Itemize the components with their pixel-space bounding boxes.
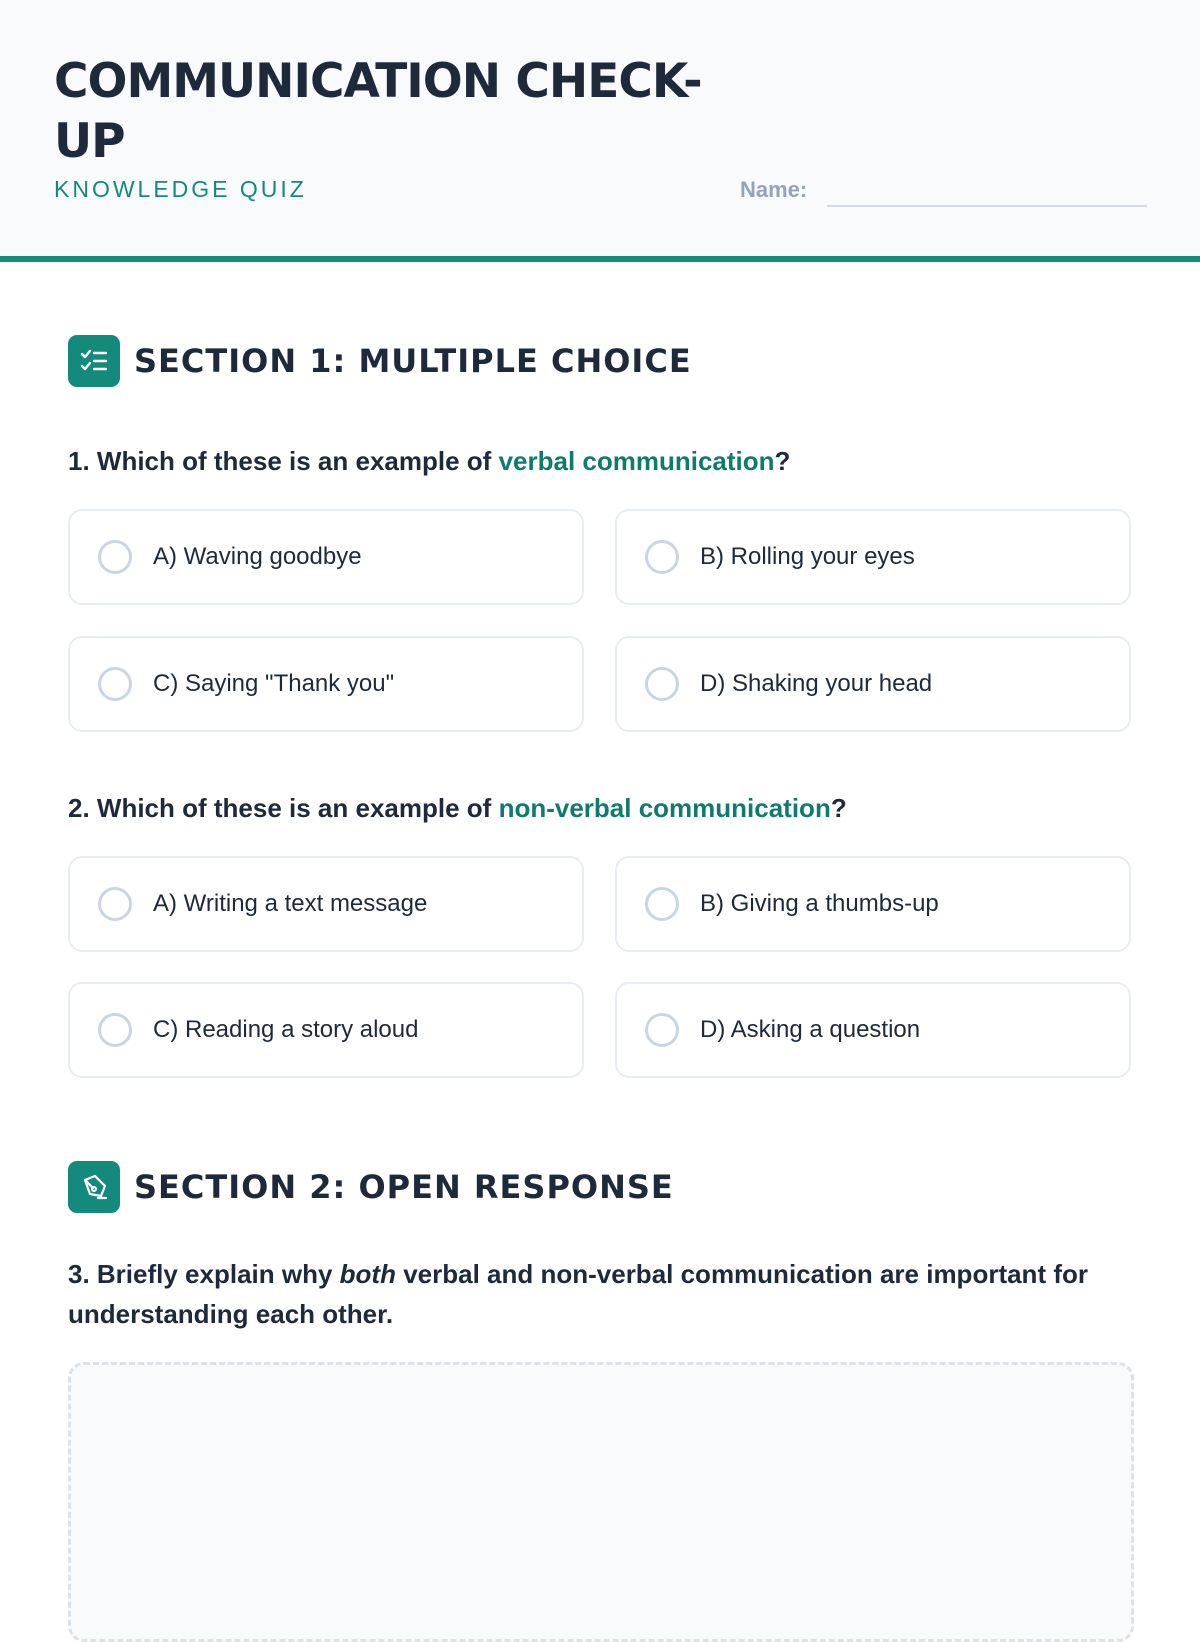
section-1-header	[68, 335, 692, 387]
section-title: SECTION 2: OPEN RESPONSE	[134, 1168, 674, 1206]
question-3-suffix: verbal and non-verbal communication are important for understanding each other.	[68, 1259, 1088, 1329]
page-title: COMMUNICATION CHECK-UP	[54, 54, 702, 169]
q1-option-a[interactable]	[68, 509, 584, 605]
radio-button[interactable]	[645, 887, 679, 921]
section-title: SECTION 1: MULTIPLE CHOICE	[134, 342, 692, 380]
option-label: C) Reading a story aloud	[153, 1016, 419, 1043]
radio-button[interactable]	[645, 1013, 679, 1047]
question-2-text: 2. Which of these is an example of	[68, 793, 499, 823]
q1-option-d[interactable]	[615, 636, 1131, 732]
q2-option-a[interactable]	[68, 856, 584, 952]
question-1-suffix: ?	[774, 446, 791, 476]
page-subtitle: KNOWLEDGE QUIZ	[54, 176, 307, 202]
radio-button[interactable]	[98, 540, 132, 574]
option-label: D) Asking a question	[700, 1016, 921, 1043]
open-response-answer-box[interactable]	[68, 1362, 1134, 1642]
checklist-icon	[68, 335, 120, 387]
name-field[interactable]	[827, 205, 1147, 207]
option-label: D) Shaking your head	[700, 670, 933, 697]
section-2-header	[68, 1161, 674, 1213]
question-2	[68, 788, 847, 828]
question-1	[68, 441, 790, 481]
radio-button[interactable]	[98, 1013, 132, 1047]
question-1-text: 1. Which of these is an example of	[68, 446, 499, 476]
question-3	[68, 1254, 1134, 1334]
question-3-text: 3. Briefly explain why	[68, 1259, 340, 1289]
option-label: B) Rolling your eyes	[700, 543, 915, 570]
option-label: C) Saying "Thank you"	[153, 670, 395, 697]
q2-option-d[interactable]	[615, 982, 1131, 1078]
q2-option-b[interactable]	[615, 856, 1131, 952]
option-label: B) Giving a thumbs-up	[700, 890, 939, 917]
option-label: A) Waving goodbye	[153, 543, 362, 570]
radio-button[interactable]	[98, 667, 132, 701]
question-2-suffix: ?	[830, 793, 847, 823]
option-label: A) Writing a text message	[153, 890, 428, 917]
name-label: Name:	[740, 177, 808, 202]
radio-button[interactable]	[98, 887, 132, 921]
pen-icon	[68, 1161, 120, 1213]
radio-button[interactable]	[645, 540, 679, 574]
question-1-highlight: verbal communication	[498, 446, 775, 476]
quiz-header	[0, 0, 1200, 262]
question-2-highlight: non-verbal communication	[498, 793, 831, 823]
q1-option-b[interactable]	[615, 509, 1131, 605]
q2-option-c[interactable]	[68, 982, 584, 1078]
question-3-emphasis: both	[339, 1259, 396, 1289]
q1-option-c[interactable]	[68, 636, 584, 732]
radio-button[interactable]	[645, 667, 679, 701]
